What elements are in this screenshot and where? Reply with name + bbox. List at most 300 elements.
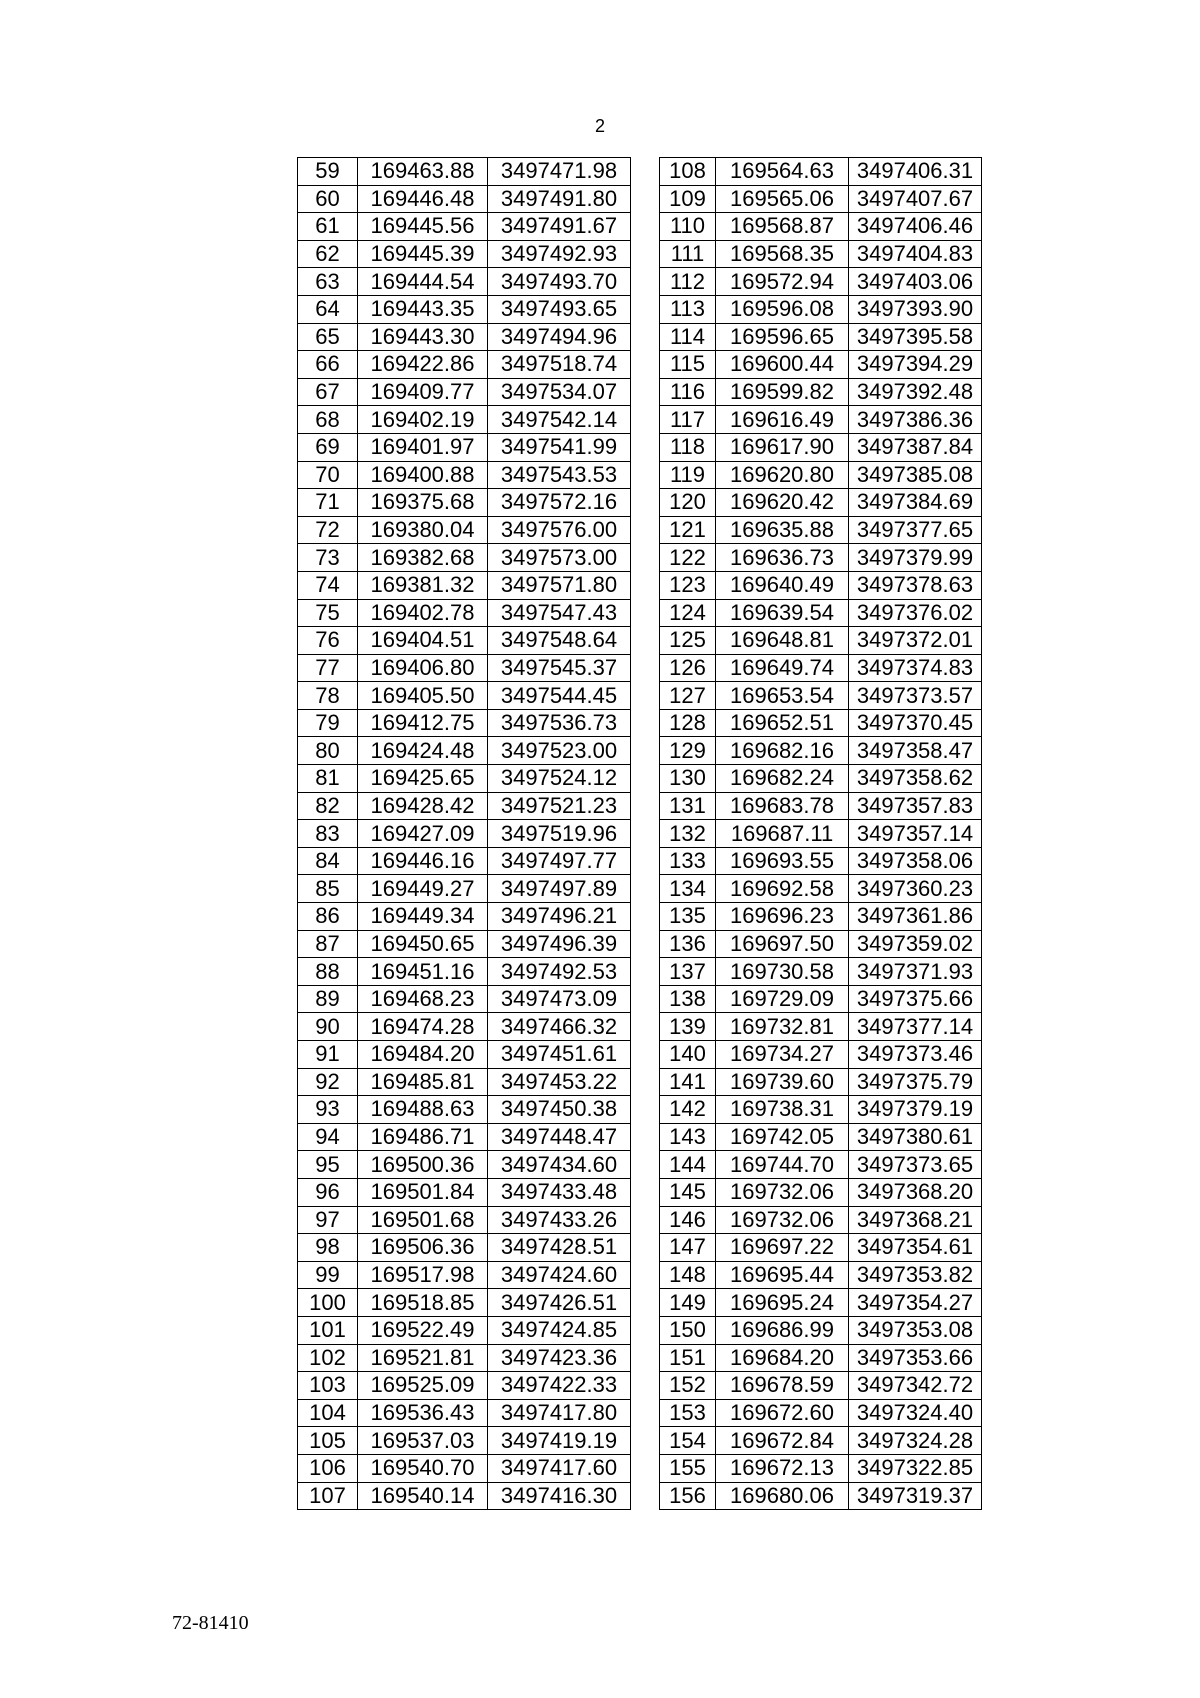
y-coordinate-cell: 3497361.86	[849, 903, 982, 931]
y-coordinate-cell: 3497358.47	[849, 737, 982, 765]
y-coordinate-cell: 3497547.43	[488, 599, 631, 627]
y-coordinate-cell: 3497368.21	[849, 1206, 982, 1234]
x-coordinate-cell: 169693.55	[716, 847, 849, 875]
table-row	[660, 1399, 982, 1427]
x-coordinate-cell: 169406.80	[358, 654, 488, 682]
table-row	[660, 378, 982, 406]
point-number-cell: 64	[298, 295, 358, 323]
y-coordinate-cell: 3497374.83	[849, 654, 982, 682]
point-number-cell: 99	[298, 1261, 358, 1289]
point-number-cell: 98	[298, 1234, 358, 1262]
y-coordinate-cell: 3497471.98	[488, 158, 631, 186]
table-row	[298, 544, 631, 572]
table-row	[660, 240, 982, 268]
table-row	[298, 654, 631, 682]
table-row	[298, 158, 631, 186]
x-coordinate-cell: 169536.43	[358, 1399, 488, 1427]
table-row	[660, 958, 982, 986]
x-coordinate-cell: 169648.81	[716, 627, 849, 655]
table-row	[298, 627, 631, 655]
y-coordinate-cell: 3497404.83	[849, 240, 982, 268]
point-number-cell: 82	[298, 792, 358, 820]
x-coordinate-cell: 169649.74	[716, 654, 849, 682]
y-coordinate-cell: 3497571.80	[488, 571, 631, 599]
table-row	[660, 571, 982, 599]
y-coordinate-cell: 3497448.47	[488, 1123, 631, 1151]
y-coordinate-cell: 3497377.65	[849, 516, 982, 544]
x-coordinate-cell: 169468.23	[358, 985, 488, 1013]
y-coordinate-cell: 3497493.70	[488, 268, 631, 296]
point-number-cell: 114	[660, 323, 716, 351]
x-coordinate-cell: 169474.28	[358, 1013, 488, 1041]
table-row	[298, 682, 631, 710]
table-row	[660, 1013, 982, 1041]
table-row	[298, 1454, 631, 1482]
y-coordinate-cell: 3497392.48	[849, 378, 982, 406]
y-coordinate-cell: 3497497.77	[488, 847, 631, 875]
point-number-cell: 137	[660, 958, 716, 986]
x-coordinate-cell: 169449.27	[358, 875, 488, 903]
x-coordinate-cell: 169742.05	[716, 1123, 849, 1151]
point-number-cell: 109	[660, 185, 716, 213]
y-coordinate-cell: 3497519.96	[488, 820, 631, 848]
x-coordinate-cell: 169596.65	[716, 323, 849, 351]
x-coordinate-cell: 169636.73	[716, 544, 849, 572]
table-row	[298, 847, 631, 875]
table-row	[298, 1151, 631, 1179]
point-number-cell: 121	[660, 516, 716, 544]
point-number-cell: 124	[660, 599, 716, 627]
point-number-cell: 61	[298, 213, 358, 241]
x-coordinate-cell: 169568.35	[716, 240, 849, 268]
y-coordinate-cell: 3497371.93	[849, 958, 982, 986]
y-coordinate-cell: 3497433.48	[488, 1178, 631, 1206]
point-number-cell: 87	[298, 930, 358, 958]
x-coordinate-cell: 169682.16	[716, 737, 849, 765]
x-coordinate-cell: 169501.84	[358, 1178, 488, 1206]
table-row	[660, 489, 982, 517]
x-coordinate-cell: 169672.60	[716, 1399, 849, 1427]
y-coordinate-cell: 3497423.36	[488, 1344, 631, 1372]
point-number-cell: 148	[660, 1261, 716, 1289]
table-row	[660, 1261, 982, 1289]
y-coordinate-cell: 3497576.00	[488, 516, 631, 544]
point-number-cell: 67	[298, 378, 358, 406]
table-row	[660, 1482, 982, 1510]
y-coordinate-cell: 3497426.51	[488, 1289, 631, 1317]
table-row	[298, 1344, 631, 1372]
y-coordinate-cell: 3497324.40	[849, 1399, 982, 1427]
y-coordinate-cell: 3497387.84	[849, 433, 982, 461]
x-coordinate-cell: 169682.24	[716, 765, 849, 793]
point-number-cell: 134	[660, 875, 716, 903]
y-coordinate-cell: 3497417.60	[488, 1454, 631, 1482]
x-coordinate-cell: 169596.08	[716, 295, 849, 323]
table-row	[660, 406, 982, 434]
x-coordinate-cell: 169446.48	[358, 185, 488, 213]
table-row	[298, 351, 631, 379]
y-coordinate-cell: 3497385.08	[849, 461, 982, 489]
point-number-cell: 66	[298, 351, 358, 379]
x-coordinate-cell: 169451.16	[358, 958, 488, 986]
point-number-cell: 106	[298, 1454, 358, 1482]
point-number-cell: 97	[298, 1206, 358, 1234]
y-coordinate-cell: 3497523.00	[488, 737, 631, 765]
x-coordinate-cell: 169640.49	[716, 571, 849, 599]
x-coordinate-cell: 169600.44	[716, 351, 849, 379]
y-coordinate-cell: 3497379.19	[849, 1096, 982, 1124]
point-number-cell: 83	[298, 820, 358, 848]
y-coordinate-cell: 3497368.20	[849, 1178, 982, 1206]
point-number-cell: 107	[298, 1482, 358, 1510]
x-coordinate-cell: 169599.82	[716, 378, 849, 406]
y-coordinate-cell: 3497543.53	[488, 461, 631, 489]
table-row	[298, 709, 631, 737]
point-number-cell: 95	[298, 1151, 358, 1179]
x-coordinate-cell: 169687.11	[716, 820, 849, 848]
x-coordinate-cell: 169540.14	[358, 1482, 488, 1510]
point-number-cell: 120	[660, 489, 716, 517]
x-coordinate-cell: 169730.58	[716, 958, 849, 986]
x-coordinate-cell: 169540.70	[358, 1454, 488, 1482]
x-coordinate-cell: 169485.81	[358, 1068, 488, 1096]
y-coordinate-cell: 3497353.66	[849, 1344, 982, 1372]
y-coordinate-cell: 3497358.62	[849, 765, 982, 793]
x-coordinate-cell: 169672.84	[716, 1427, 849, 1455]
y-coordinate-cell: 3497497.89	[488, 875, 631, 903]
y-coordinate-cell: 3497451.61	[488, 1041, 631, 1069]
x-coordinate-cell: 169412.75	[358, 709, 488, 737]
point-number-cell: 144	[660, 1151, 716, 1179]
point-number-cell: 123	[660, 571, 716, 599]
point-number-cell: 146	[660, 1206, 716, 1234]
x-coordinate-cell: 169375.68	[358, 489, 488, 517]
table-row	[660, 820, 982, 848]
point-number-cell: 91	[298, 1041, 358, 1069]
table-row	[660, 1234, 982, 1262]
table-row	[660, 433, 982, 461]
x-coordinate-cell: 169522.49	[358, 1316, 488, 1344]
x-coordinate-cell: 169518.85	[358, 1289, 488, 1317]
table-row	[298, 1096, 631, 1124]
y-coordinate-cell: 3497491.80	[488, 185, 631, 213]
table-row	[298, 599, 631, 627]
point-number-cell: 81	[298, 765, 358, 793]
y-coordinate-cell: 3497393.90	[849, 295, 982, 323]
x-coordinate-cell: 169729.09	[716, 985, 849, 1013]
point-number-cell: 94	[298, 1123, 358, 1151]
point-number-cell: 139	[660, 1013, 716, 1041]
point-number-cell: 60	[298, 185, 358, 213]
table-row	[660, 627, 982, 655]
table-row	[298, 323, 631, 351]
y-coordinate-cell: 3497417.80	[488, 1399, 631, 1427]
x-coordinate-cell: 169404.51	[358, 627, 488, 655]
table-row	[298, 378, 631, 406]
table-row	[298, 213, 631, 241]
point-number-cell: 72	[298, 516, 358, 544]
table-row	[660, 1344, 982, 1372]
table-row	[660, 1041, 982, 1069]
y-coordinate-cell: 3497453.22	[488, 1068, 631, 1096]
page-number: 2	[594, 116, 605, 136]
point-number-cell: 140	[660, 1041, 716, 1069]
table-row	[660, 1068, 982, 1096]
point-number-cell: 131	[660, 792, 716, 820]
y-coordinate-cell: 3497572.16	[488, 489, 631, 517]
x-coordinate-cell: 169695.24	[716, 1289, 849, 1317]
table-row	[660, 295, 982, 323]
point-number-cell: 103	[298, 1372, 358, 1400]
x-coordinate-cell: 169565.06	[716, 185, 849, 213]
x-coordinate-cell: 169402.19	[358, 406, 488, 434]
point-number-cell: 149	[660, 1289, 716, 1317]
point-number-cell: 88	[298, 958, 358, 986]
x-coordinate-cell: 169449.34	[358, 903, 488, 931]
y-coordinate-cell: 3497354.61	[849, 1234, 982, 1262]
y-coordinate-cell: 3497373.57	[849, 682, 982, 710]
x-coordinate-cell: 169486.71	[358, 1123, 488, 1151]
point-number-cell: 115	[660, 351, 716, 379]
y-coordinate-cell: 3497386.36	[849, 406, 982, 434]
table-row	[298, 1399, 631, 1427]
x-coordinate-cell: 169738.31	[716, 1096, 849, 1124]
table-row	[298, 185, 631, 213]
x-coordinate-cell: 169697.22	[716, 1234, 849, 1262]
point-number-cell: 135	[660, 903, 716, 931]
x-coordinate-cell: 169500.36	[358, 1151, 488, 1179]
point-number-cell: 127	[660, 682, 716, 710]
table-row	[298, 295, 631, 323]
x-coordinate-cell: 169732.81	[716, 1013, 849, 1041]
point-number-cell: 154	[660, 1427, 716, 1455]
point-number-cell: 75	[298, 599, 358, 627]
point-number-cell: 102	[298, 1344, 358, 1372]
x-coordinate-cell: 169564.63	[716, 158, 849, 186]
table-row	[660, 1454, 982, 1482]
table-row	[660, 765, 982, 793]
x-coordinate-cell: 169445.39	[358, 240, 488, 268]
table-row	[660, 654, 982, 682]
table-row	[298, 406, 631, 434]
y-coordinate-cell: 3497422.33	[488, 1372, 631, 1400]
point-number-cell: 86	[298, 903, 358, 931]
x-coordinate-cell: 169683.78	[716, 792, 849, 820]
y-coordinate-cell: 3497379.99	[849, 544, 982, 572]
table-row	[660, 875, 982, 903]
x-coordinate-cell: 169732.06	[716, 1178, 849, 1206]
y-coordinate-cell: 3497466.32	[488, 1013, 631, 1041]
point-number-cell: 70	[298, 461, 358, 489]
x-coordinate-cell: 169484.20	[358, 1041, 488, 1069]
table-row	[298, 985, 631, 1013]
x-coordinate-cell: 169678.59	[716, 1372, 849, 1400]
point-number-cell: 100	[298, 1289, 358, 1317]
table-row	[660, 1123, 982, 1151]
table-row	[298, 1482, 631, 1510]
x-coordinate-cell: 169692.58	[716, 875, 849, 903]
y-coordinate-cell: 3497544.45	[488, 682, 631, 710]
y-coordinate-cell: 3497358.06	[849, 847, 982, 875]
x-coordinate-cell: 169620.80	[716, 461, 849, 489]
x-coordinate-cell: 169697.50	[716, 930, 849, 958]
table-row	[660, 682, 982, 710]
point-number-cell: 79	[298, 709, 358, 737]
table-row	[660, 158, 982, 186]
table-row	[298, 489, 631, 517]
point-number-cell: 118	[660, 433, 716, 461]
x-coordinate-cell: 169382.68	[358, 544, 488, 572]
x-coordinate-cell: 169428.42	[358, 792, 488, 820]
point-number-cell: 143	[660, 1123, 716, 1151]
point-number-cell: 151	[660, 1344, 716, 1372]
y-coordinate-cell: 3497492.93	[488, 240, 631, 268]
x-coordinate-cell: 169686.99	[716, 1316, 849, 1344]
table-row	[660, 323, 982, 351]
y-coordinate-cell: 3497536.73	[488, 709, 631, 737]
y-coordinate-cell: 3497394.29	[849, 351, 982, 379]
point-number-cell: 116	[660, 378, 716, 406]
table-row	[660, 1427, 982, 1455]
point-number-cell: 142	[660, 1096, 716, 1124]
point-number-cell: 93	[298, 1096, 358, 1124]
y-coordinate-cell: 3497380.61	[849, 1123, 982, 1151]
table-row	[660, 185, 982, 213]
table-row	[298, 1234, 631, 1262]
point-number-cell: 130	[660, 765, 716, 793]
point-number-cell: 111	[660, 240, 716, 268]
x-coordinate-cell: 169402.78	[358, 599, 488, 627]
y-coordinate-cell: 3497403.06	[849, 268, 982, 296]
table-row	[660, 1316, 982, 1344]
point-number-cell: 68	[298, 406, 358, 434]
point-number-cell: 92	[298, 1068, 358, 1096]
point-number-cell: 110	[660, 213, 716, 241]
y-coordinate-cell: 3497377.14	[849, 1013, 982, 1041]
table-row	[298, 1013, 631, 1041]
table-row	[660, 737, 982, 765]
y-coordinate-cell: 3497406.31	[849, 158, 982, 186]
x-coordinate-cell: 169537.03	[358, 1427, 488, 1455]
table-row	[298, 571, 631, 599]
point-number-cell: 85	[298, 875, 358, 903]
y-coordinate-cell: 3497322.85	[849, 1454, 982, 1482]
point-number-cell: 155	[660, 1454, 716, 1482]
y-coordinate-cell: 3497353.08	[849, 1316, 982, 1344]
point-number-cell: 145	[660, 1178, 716, 1206]
table-row	[298, 792, 631, 820]
point-number-cell: 71	[298, 489, 358, 517]
x-coordinate-cell: 169568.87	[716, 213, 849, 241]
point-number-cell: 119	[660, 461, 716, 489]
x-coordinate-cell: 169401.97	[358, 433, 488, 461]
table-row	[660, 213, 982, 241]
point-number-cell: 76	[298, 627, 358, 655]
x-coordinate-cell: 169739.60	[716, 1068, 849, 1096]
x-coordinate-cell: 169425.65	[358, 765, 488, 793]
point-number-cell: 108	[660, 158, 716, 186]
table-row	[660, 930, 982, 958]
x-coordinate-cell: 169672.13	[716, 1454, 849, 1482]
table-row	[298, 1206, 631, 1234]
x-coordinate-cell: 169572.94	[716, 268, 849, 296]
x-coordinate-cell: 169446.16	[358, 847, 488, 875]
point-number-cell: 65	[298, 323, 358, 351]
table-row	[298, 930, 631, 958]
point-number-cell: 96	[298, 1178, 358, 1206]
y-coordinate-cell: 3497494.96	[488, 323, 631, 351]
x-coordinate-cell: 169409.77	[358, 378, 488, 406]
point-number-cell: 117	[660, 406, 716, 434]
point-number-cell: 59	[298, 158, 358, 186]
point-number-cell: 147	[660, 1234, 716, 1262]
point-number-cell: 129	[660, 737, 716, 765]
x-coordinate-cell: 169684.20	[716, 1344, 849, 1372]
x-coordinate-cell: 169444.54	[358, 268, 488, 296]
x-coordinate-cell: 169620.42	[716, 489, 849, 517]
table-row	[660, 599, 982, 627]
point-number-cell: 105	[298, 1427, 358, 1455]
table-row	[298, 820, 631, 848]
x-coordinate-cell: 169506.36	[358, 1234, 488, 1262]
table-row	[298, 1178, 631, 1206]
table-row	[298, 1041, 631, 1069]
table-row	[298, 737, 631, 765]
y-coordinate-cell: 3497493.65	[488, 295, 631, 323]
y-coordinate-cell: 3497491.67	[488, 213, 631, 241]
y-coordinate-cell: 3497541.99	[488, 433, 631, 461]
table-row	[660, 985, 982, 1013]
x-coordinate-cell: 169517.98	[358, 1261, 488, 1289]
table-row	[298, 1261, 631, 1289]
y-coordinate-cell: 3497406.46	[849, 213, 982, 241]
x-coordinate-cell: 169501.68	[358, 1206, 488, 1234]
y-coordinate-cell: 3497492.53	[488, 958, 631, 986]
point-number-cell: 113	[660, 295, 716, 323]
y-coordinate-cell: 3497433.26	[488, 1206, 631, 1234]
table-row	[298, 1427, 631, 1455]
y-coordinate-cell: 3497342.72	[849, 1372, 982, 1400]
y-coordinate-cell: 3497378.63	[849, 571, 982, 599]
point-number-cell: 141	[660, 1068, 716, 1096]
table-row	[660, 1372, 982, 1400]
x-coordinate-cell: 169443.30	[358, 323, 488, 351]
point-number-cell: 125	[660, 627, 716, 655]
y-coordinate-cell: 3497407.67	[849, 185, 982, 213]
point-number-cell: 69	[298, 433, 358, 461]
y-coordinate-cell: 3497518.74	[488, 351, 631, 379]
table-row	[298, 1372, 631, 1400]
x-coordinate-cell: 169680.06	[716, 1482, 849, 1510]
table-row	[298, 1316, 631, 1344]
y-coordinate-cell: 3497359.02	[849, 930, 982, 958]
y-coordinate-cell: 3497548.64	[488, 627, 631, 655]
table-row	[298, 1123, 631, 1151]
y-coordinate-cell: 3497524.12	[488, 765, 631, 793]
y-coordinate-cell: 3497353.82	[849, 1261, 982, 1289]
coordinates-table-right-body	[660, 158, 982, 1510]
point-number-cell: 152	[660, 1372, 716, 1400]
y-coordinate-cell: 3497354.27	[849, 1289, 982, 1317]
table-row	[660, 1289, 982, 1317]
y-coordinate-cell: 3497573.00	[488, 544, 631, 572]
y-coordinate-cell: 3497419.19	[488, 1427, 631, 1455]
x-coordinate-cell: 169380.04	[358, 516, 488, 544]
x-coordinate-cell: 169652.51	[716, 709, 849, 737]
table-row	[298, 1289, 631, 1317]
point-number-cell: 78	[298, 682, 358, 710]
table-row	[298, 958, 631, 986]
